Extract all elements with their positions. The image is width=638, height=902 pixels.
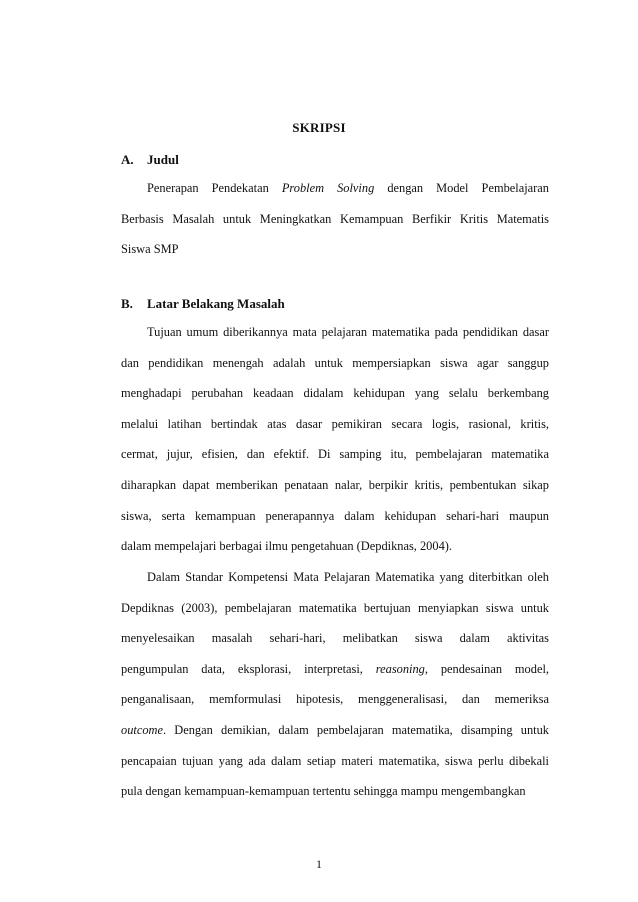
text-run: pula dengan kemampuan-kemampuan tertentu sehingga mampu mengembangkan — [121, 784, 526, 799]
text-line — [121, 623, 549, 654]
text-run: pengumpulan data, eksplorasi, interpretasi, — [121, 661, 376, 676]
section-a-heading — [121, 152, 179, 168]
text-run: Problem Solving — [281, 181, 375, 195]
text-line — [121, 348, 549, 379]
text-run: menghadapi perubahan keadaan didalam kehidupan yang selalu berkembang — [121, 386, 549, 401]
text-line — [121, 684, 549, 715]
section-a-body — [121, 173, 549, 265]
text-run: Dalam Standar Kompetensi Mata Pelajaran Matematika yang diterbitkan oleh — [147, 570, 549, 584]
text-run: dengan Model Pembelajaran — [374, 181, 549, 195]
text-run: melalui latihan bertindak atas dasar pemikiran secara logis, rasional, kritis, — [121, 416, 549, 431]
text-line — [121, 501, 549, 532]
page-number: 1 — [316, 857, 322, 871]
section-a-number: A. — [121, 152, 134, 167]
section-a-title: Judul — [147, 152, 179, 167]
text-line — [121, 776, 549, 807]
section-b-paragraph-2 — [121, 562, 549, 807]
text-line — [121, 439, 549, 470]
text-run: diharapkan dapat memberikan penataan nalar, berpikir kritis, pembentukan sikap — [121, 477, 549, 492]
section-b-number: B. — [121, 296, 133, 311]
text-line — [121, 746, 549, 777]
text-run: penganalisaan, memformulasi hipotesis, menggeneralisasi, dan memeriksa — [121, 692, 549, 707]
text-run: dan pendidikan menengah adalah untuk mempersiapkan siswa agar sanggup — [121, 355, 549, 370]
section-b-heading — [121, 296, 285, 312]
text-run: menyelesaikan masalah sehari-hari, melibatkan siswa dalam aktivitas — [121, 631, 549, 646]
text-run: Tujuan umum diberikannya mata pelajaran matematika pada pendidikan dasar — [147, 325, 549, 339]
section-b-paragraph-1 — [121, 317, 549, 562]
text-run: Siswa SMP — [121, 242, 179, 257]
text-line — [121, 317, 549, 348]
text-line — [121, 173, 549, 204]
text-line — [121, 470, 549, 501]
text-run: outcome — [121, 722, 163, 737]
section-b-title: Latar Belakang Masalah — [147, 296, 285, 311]
text-line — [121, 204, 549, 235]
text-run: . Dengan demikian, dalam pembelajaran matematika, disamping untuk — [162, 722, 549, 737]
text-run: pencapaian tujuan yang ada dalam setiap materi matematika, siswa perlu dibekali — [121, 753, 549, 768]
document-title: SKRIPSI — [292, 120, 346, 135]
text-run: Berbasis Masalah untuk Meningkatkan Kemampuan Berfikir Kritis Matematis — [121, 211, 549, 226]
text-line — [121, 593, 549, 624]
text-line — [121, 409, 549, 440]
text-run: reasoning — [375, 661, 425, 676]
text-line — [121, 234, 549, 265]
text-run: Penerapan Pendekatan — [147, 181, 282, 195]
text-run: , pendesainan model, — [424, 661, 549, 676]
text-run: cermat, jujur, efisien, dan efektif. Di samping itu, pembelajaran matematika — [121, 447, 549, 462]
text-line — [121, 378, 549, 409]
text-line — [121, 531, 549, 562]
text-line — [121, 654, 549, 685]
text-run: siswa, serta kemampuan penerapannya dalam kehidupan sehari-hari maupun — [121, 508, 549, 523]
text-line — [121, 715, 549, 746]
text-line — [121, 562, 549, 593]
text-run: Depdiknas (2003), pembelajaran matematika bertujuan menyiapkan siswa untuk — [121, 600, 549, 615]
text-run: dalam mempelajari berbagai ilmu pengetahuan (Depdiknas, 2004). — [121, 539, 452, 554]
